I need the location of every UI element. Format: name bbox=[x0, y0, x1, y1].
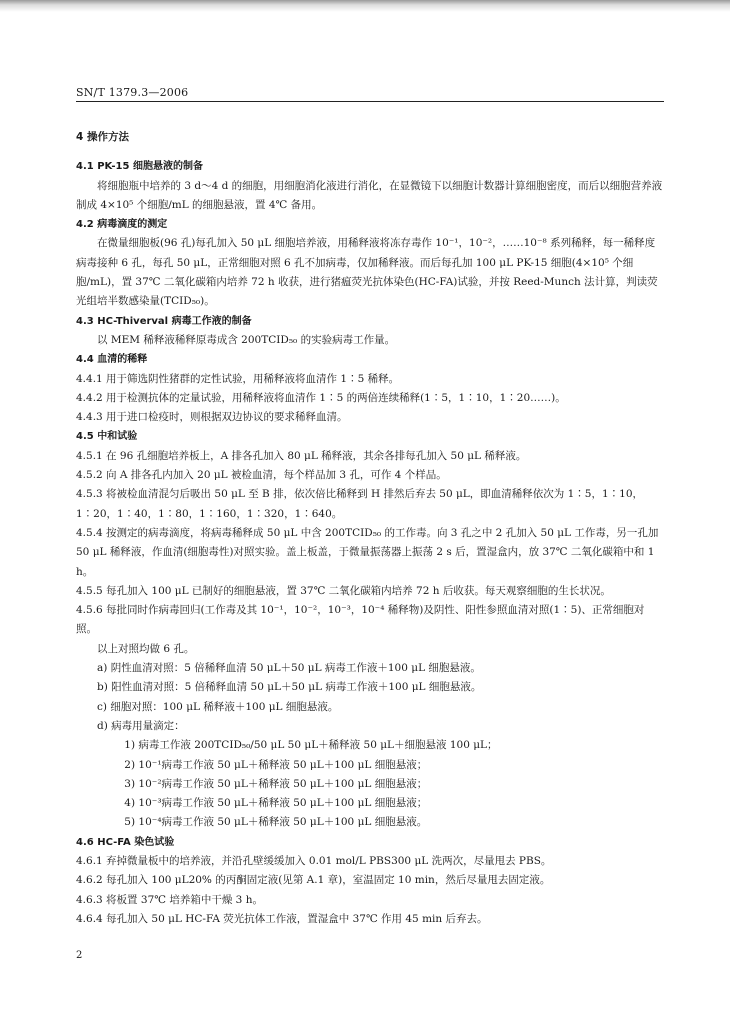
clause: 4.4.2 用于检测抗体的定量试验，用稀释液将血清作 1∶5 的两倍连续稀释(1∶5，1∶10，1∶20……)。 bbox=[76, 391, 566, 404]
subsection-heading: 4.4 血清的稀释 bbox=[76, 354, 148, 366]
clause: 4.5.4 按测定的病毒滴度，将病毒稀释成 50 μL 中含 200TCID₅₀ 的工作毒。向 3 孔之中 2 孔加入 50 μL 工作毒，另一孔加 50 μL 稀释液，作血清(细胞毒性)对照实验。盖上板盖，于微量振荡器上振荡 2 s 后，置湿盒内，放 37℃ 二氧化碳箱中和 1 h。 bbox=[76, 526, 659, 578]
clause: 4.5.3 将被检血清混匀后吸出 50 μL 至 B 排，依次倍比稀释到 H 排然后弃去 50 μL，即血清稀释依次为 1∶5，1∶10，1∶20，1∶40，1∶80，1∶160，1∶320，1∶640。 bbox=[76, 488, 644, 520]
paragraph: 将细胞瓶中培养的 3 d～4 d 的细胞，用细胞消化液进行消化，在显微镜下以细胞计数器计算细胞密度，而后以细胞营养液制成 4×10⁵ 个细胞/mL 的细胞悬液，置 4℃ 备用。 bbox=[76, 179, 663, 211]
paragraph: 以上对照均做 6 孔。 bbox=[97, 642, 195, 655]
subsection-heading: 4.3 HC-Thiverval 病毒工作液的制备 bbox=[76, 315, 252, 327]
list-item: b) 阳性血清对照：5 倍稀释血清 50 μL＋50 μL 病毒工作液＋100 μL 细胞悬液。 bbox=[97, 681, 482, 694]
list-item: d) 病毒用量滴定： bbox=[97, 719, 185, 732]
subsection-heading: 4.5 中和试验 bbox=[76, 431, 138, 443]
clause: 4.5.1 在 96 孔细胞培养板上，A 排各孔加入 80 μL 稀释液，其余各排每孔加入 50 μL 稀释液。 bbox=[76, 449, 527, 462]
clause: 4.5.5 每孔加入 100 μL 已制好的细胞悬液，置 37℃ 二氧化碳箱内培养 72 h 后收获。每天观察细胞的生长状况。 bbox=[76, 584, 611, 597]
list-item: c) 细胞对照：100 μL 稀释液＋100 μL 细胞悬液。 bbox=[97, 700, 339, 713]
numbered-item: 5) 10⁻⁴病毒工作液 50 μL＋稀释液 50 μL＋100 μL 细胞悬液。 bbox=[124, 816, 428, 829]
clause: 4.4.3 用于进口检疫时，则根据双边协议的要求稀释血清。 bbox=[76, 411, 348, 424]
section-heading: 4 操作方法 bbox=[76, 131, 129, 143]
numbered-item: 1) 病毒工作液 200TCID₅₀/50 μL 50 μL＋稀释液 50 μL＋细胞悬液 100 μL； bbox=[124, 739, 498, 752]
subsection-heading: 4.1 PK-15 细胞悬液的制备 bbox=[76, 161, 203, 173]
numbered-item: 3) 10⁻²病毒工作液 50 μL＋稀释液 50 μL＋100 μL 细胞悬液； bbox=[124, 777, 428, 790]
clause: 4.5.6 每批同时作病毒回归(工作毒及其 10⁻¹，10⁻²，10⁻³，10⁻⁴ 稀释物)及阴性、阳性参照血清对照(1∶5)、正常细胞对照。 bbox=[76, 604, 645, 636]
scan-top-edge bbox=[0, 0, 730, 12]
header-rule bbox=[76, 101, 664, 102]
clause: 4.6.2 每孔加入 100 μL20% 的丙酮固定液(见第 A.1 章)，室温固定 10 min，然后尽量甩去固定液。 bbox=[76, 874, 551, 887]
clause: 4.4.1 用于筛选阴性猪群的定性试验，用稀释液将血清作 1∶5 稀释。 bbox=[76, 372, 400, 385]
clause: 4.6.1 弃掉微量板中的培养液，并沿孔壁缓缓加入 0.01 mol/L PBS300 μL 洗两次，尽量甩去 PBS。 bbox=[76, 854, 552, 867]
paragraph: 在微量细胞板(96 孔)每孔加入 50 μL 细胞培养液，用稀释液将冻存毒作 10⁻¹，10⁻²，……10⁻⁸ 系列稀释，每一稀释度病毒接种 6 孔，每孔 50 μL，正常细胞对照 6 孔不加病毒，仅加稀释液。而后每孔加 100 μL PK-15 细胞(4×10⁵ 个细胞/mL)，置 37℃ 二氧化碳箱内培养 72 h 收获，进行猪瘟荧光抗体染色(HC-FA)试验，并按 Reed-Munch 法计算，判读荧光组培半数感染量(TCID₅₀)。 bbox=[76, 237, 658, 308]
subsection-heading: 4.2 病毒滴度的测定 bbox=[76, 219, 168, 231]
subsection-heading: 4.6 HC-FA 染色试验 bbox=[76, 836, 175, 848]
clause: 4.6.4 每孔加入 50 μL HC-FA 荧光抗体工作液，置湿盒中 37℃ 作用 45 min 后弃去。 bbox=[76, 912, 488, 925]
document-header-id: SN/T 1379.3—2006 bbox=[76, 86, 189, 99]
clause: 4.5.2 向 A 排各孔内加入 20 μL 被检血清，每个样品加 3 孔，可作 4 个样品。 bbox=[76, 469, 447, 482]
page-number: 2 bbox=[76, 950, 83, 961]
paragraph: 以 MEM 稀释液稀释原毒成含 200TCID₅₀ 的实验病毒工作量。 bbox=[97, 333, 396, 346]
numbered-item: 4) 10⁻³病毒工作液 50 μL＋稀释液 50 μL＋100 μL 细胞悬液； bbox=[124, 797, 428, 810]
clause: 4.6.3 将板置 37℃ 培养箱中干燥 3 h。 bbox=[76, 893, 263, 906]
list-item: a) 阴性血清对照：5 倍稀释血清 50 μL＋50 μL 病毒工作液＋100 μL 细胞悬液。 bbox=[97, 662, 481, 675]
document-body bbox=[76, 128, 664, 929]
numbered-item: 2) 10⁻¹病毒工作液 50 μL＋稀释液 50 μL＋100 μL 细胞悬液； bbox=[124, 758, 428, 771]
